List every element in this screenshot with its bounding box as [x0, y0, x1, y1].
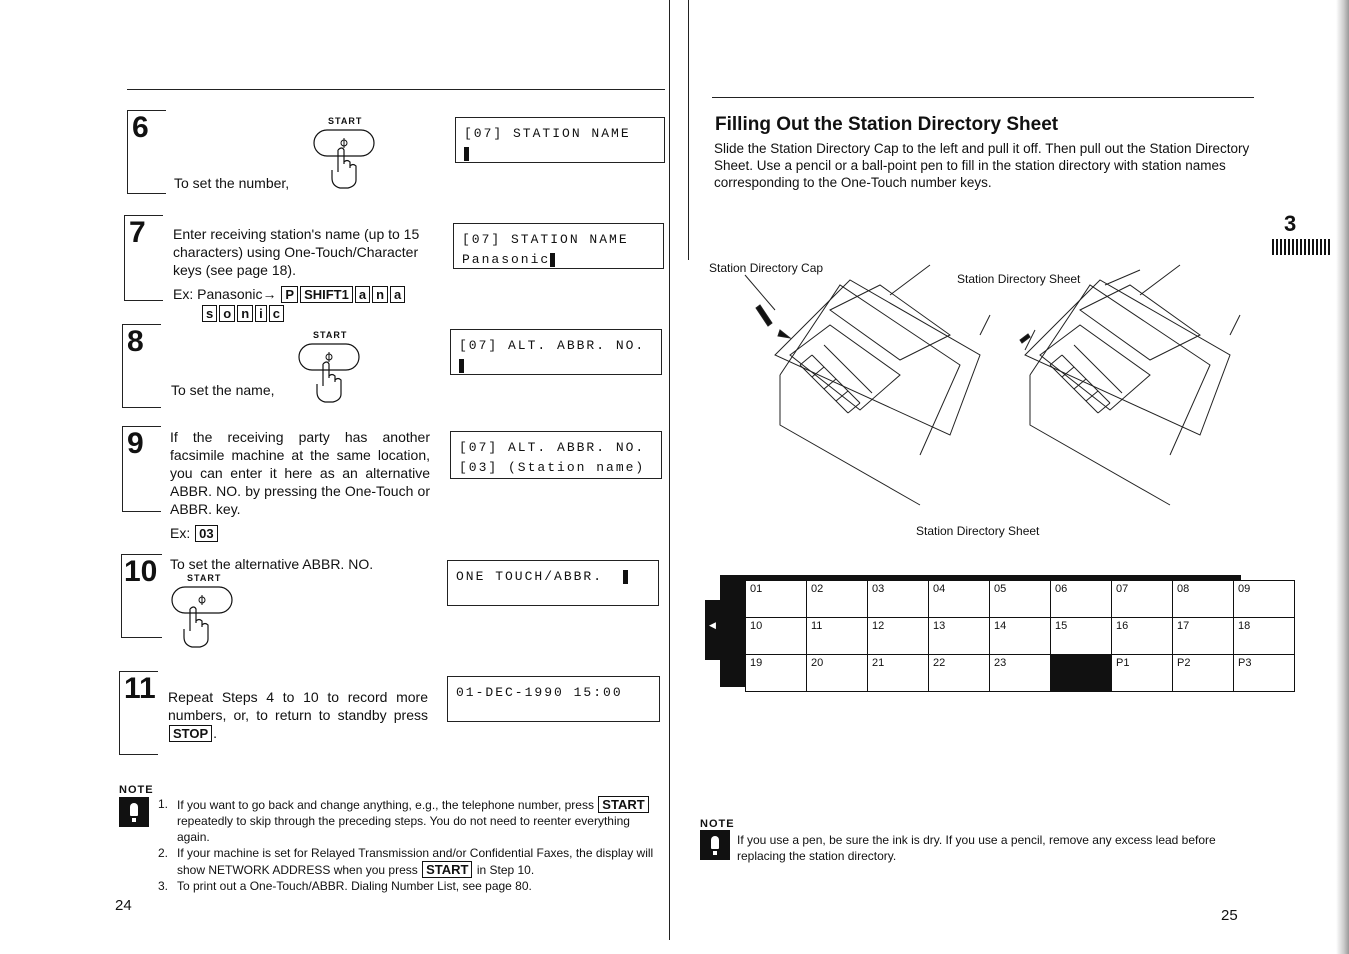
- page-gutter-line: [669, 0, 670, 940]
- directory-cell: 15: [1051, 618, 1112, 655]
- step-6-display: [455, 117, 665, 163]
- directory-cell: 03: [868, 581, 929, 618]
- step-9-number: 9: [127, 427, 144, 460]
- step-11-box: [119, 671, 158, 755]
- note-item-2-num: 2.: [158, 846, 169, 860]
- lcd-cursor: [623, 570, 628, 584]
- directory-cell: 08: [1173, 581, 1234, 618]
- page-edge-shadow: [1336, 0, 1349, 954]
- step-8-text: To set the name,: [171, 382, 275, 398]
- step-6-box: [127, 110, 166, 194]
- section-title: Filling Out the Station Directory Sheet: [715, 114, 1059, 135]
- step-7-example-prefix: Ex: Panasonic→: [173, 286, 277, 302]
- step-8-box: [122, 324, 161, 408]
- directory-cell: 07: [1112, 581, 1173, 618]
- note-item-1-num: 1.: [158, 797, 169, 811]
- right-page-number: 25: [1221, 907, 1238, 924]
- note-right-text: If you use a pen, be sure the ink is dry. If you use a pencil, remove any excess lead before replacing the station directory.: [737, 833, 1216, 863]
- step-6-display-line1: [07] STATION NAME: [464, 126, 631, 141]
- chapter-tab-number: 3: [1284, 211, 1297, 236]
- step-10-start-label: START: [187, 573, 222, 583]
- key-start-2: START: [422, 861, 472, 878]
- sheet-caption: Station Directory Sheet: [916, 524, 1040, 538]
- note-list: [158, 796, 663, 894]
- step-7-text: Enter receiving station's name (up to 15 characters) using One-Touch/Character keys (see page 18).: [173, 226, 420, 278]
- step-9-example-prefix: Ex:: [170, 525, 191, 541]
- step-9-display-line1: [07] ALT. ABBR. NO.: [459, 440, 646, 455]
- step-6-start-label: START: [328, 116, 363, 126]
- directory-cell: P2: [1173, 655, 1234, 692]
- step-11-text: Repeat Steps 4 to 10 to record more numbers, or, to return to standby press: [168, 689, 428, 723]
- step-6-number: 6: [132, 111, 149, 144]
- directory-row-3: [746, 655, 1295, 692]
- step-7-box: [124, 215, 163, 301]
- note-label: NOTE: [119, 784, 154, 796]
- key-shift1: SHIFT1: [300, 286, 353, 303]
- directory-cell: 23: [990, 655, 1051, 692]
- directory-row-1: [746, 581, 1295, 618]
- directory-cell-blank: [1051, 655, 1112, 692]
- directory-cell: 10: [746, 618, 807, 655]
- directory-cell: 01: [746, 581, 807, 618]
- step-8-number: 8: [127, 325, 144, 358]
- key-o: o: [219, 305, 235, 322]
- section-body: Slide the Station Directory Cap to the left and pull it off. Then pull out the Station Directory Sheet. Use a pencil or a ball-point pen to fill in the station directory with station names corresponding to the One-Touch number keys.: [714, 141, 1250, 190]
- key-stop: STOP: [169, 725, 212, 742]
- directory-cell: P3: [1234, 655, 1295, 692]
- step-10-box: [121, 554, 162, 638]
- directory-cell: 09: [1234, 581, 1295, 618]
- step-8-display: [450, 329, 662, 375]
- directory-cell: 06: [1051, 581, 1112, 618]
- key-a-2: a: [390, 286, 405, 303]
- right-top-rule: [712, 97, 1254, 98]
- directory-cell: 22: [929, 655, 990, 692]
- step-7-example-row2: [201, 304, 285, 322]
- note-label-right: NOTE: [700, 818, 735, 830]
- step-6-display-line2: [464, 144, 656, 164]
- key-p: P: [281, 286, 298, 303]
- key-s: s: [202, 305, 217, 322]
- step-9-display-line2: [03] (Station name): [459, 460, 646, 475]
- note-item-2-text-a: If your machine is set for Relayed Transmission and/or Confidential Faxes, the display will show NETWORK ADDRESS when you press: [177, 846, 654, 877]
- step-8-display-line2: [459, 356, 653, 376]
- key-a: a: [355, 286, 370, 303]
- step-9-box: [122, 426, 161, 512]
- directory-cell: 14: [990, 618, 1051, 655]
- directory-cell: 04: [929, 581, 990, 618]
- directory-cell: 16: [1112, 618, 1173, 655]
- directory-cell: 11: [807, 618, 868, 655]
- start-key-press-icon: [312, 128, 376, 190]
- lcd-cursor: [459, 359, 464, 373]
- left-top-rule: [127, 89, 665, 90]
- directory-sheet-table: [745, 580, 1295, 692]
- step-9-display: [450, 431, 662, 479]
- lcd-cursor: [464, 147, 469, 161]
- directory-cell: 12: [868, 618, 929, 655]
- directory-cell: 21: [868, 655, 929, 692]
- chapter-tab-bar: [1272, 239, 1332, 255]
- directory-row-2: [746, 618, 1295, 655]
- key-start: START: [598, 796, 648, 813]
- label-directory-cap: Station Directory Cap: [709, 261, 824, 275]
- note-item-3-text: To print out a One-Touch/ABBR. Dialing Number List, see page 80.: [177, 879, 532, 893]
- step-9-example: [170, 524, 219, 542]
- page-gutter-line-2: [688, 0, 689, 260]
- note-item-2-text-b: in Step 10.: [476, 863, 535, 877]
- start-key-press-icon-3: [170, 585, 234, 651]
- note-item-1-text: [177, 796, 663, 845]
- label-directory-sheet: Station Directory Sheet: [957, 272, 1081, 286]
- key-n: n: [372, 286, 388, 303]
- step-7-display-line2: [462, 250, 655, 270]
- step-10-text: To set the alternative ABBR. NO.: [170, 556, 374, 572]
- directory-cell: 05: [990, 581, 1051, 618]
- key-03: 03: [195, 525, 217, 542]
- step-11-display-line1: 01-DEC-1990 15:00: [456, 685, 623, 700]
- key-n-2: n: [237, 305, 253, 322]
- left-page-number: 24: [115, 897, 132, 914]
- directory-cell: 20: [807, 655, 868, 692]
- step-6-text: To set the number,: [174, 175, 290, 191]
- note-item-1: [158, 796, 663, 845]
- lcd-cursor: [550, 253, 555, 267]
- directory-cell: 17: [1173, 618, 1234, 655]
- step-11-text-block: Repeat Steps 4 to 10 to record more numbers, or, to return to standby press STOP .: [168, 689, 428, 741]
- step-11-display: [447, 676, 660, 722]
- key-c: c: [269, 305, 284, 322]
- start-key-press-icon-2: [297, 342, 361, 404]
- directory-sheet-arrow-icon: ◀: [709, 620, 716, 630]
- fax-machine-illustration: [720, 255, 1250, 515]
- directory-cell: 18: [1234, 618, 1295, 655]
- step-7-number: 7: [129, 216, 146, 249]
- step-7-display-text: Panasonic: [462, 252, 551, 267]
- note-item-1-text-a: If you want to go back and change anything, e.g., the telephone number, press: [177, 798, 594, 812]
- note-item-2-text: [177, 845, 663, 878]
- note-bulb-icon: [119, 797, 149, 827]
- step-10-display-line1: [456, 567, 650, 587]
- step-7-display-line1: [07] STATION NAME: [462, 232, 629, 247]
- step-10-display-text: ONE TOUCH/ABBR.: [456, 569, 604, 584]
- note-item-2: [158, 845, 663, 878]
- note-bulb-icon-right: [700, 830, 730, 860]
- directory-cell: 19: [746, 655, 807, 692]
- directory-cell: 02: [807, 581, 868, 618]
- directory-cell: 13: [929, 618, 990, 655]
- step-11-number: 11: [124, 672, 156, 705]
- step-10-number: 10: [124, 555, 158, 588]
- note-item-3-num: 3.: [158, 879, 169, 893]
- note-item-1-text-b: repeatedly to skip through the preceding steps. You do not need to reenter everything again.: [177, 814, 630, 844]
- step-8-display-line1: [07] ALT. ABBR. NO.: [459, 338, 646, 353]
- step-7-display: [453, 223, 664, 269]
- note-item-3: [158, 878, 663, 894]
- step-7-example: [173, 285, 406, 303]
- step-8-start-label: START: [313, 330, 348, 340]
- directory-cell: P1: [1112, 655, 1173, 692]
- step-10-display: [447, 560, 659, 606]
- step-9-text: If the receiving party has another facsimile machine at the same location, you can enter it here as an alternative ABBR. NO. by pressing the One-Touch or ABBR. key.: [170, 429, 430, 517]
- key-i: i: [255, 305, 267, 322]
